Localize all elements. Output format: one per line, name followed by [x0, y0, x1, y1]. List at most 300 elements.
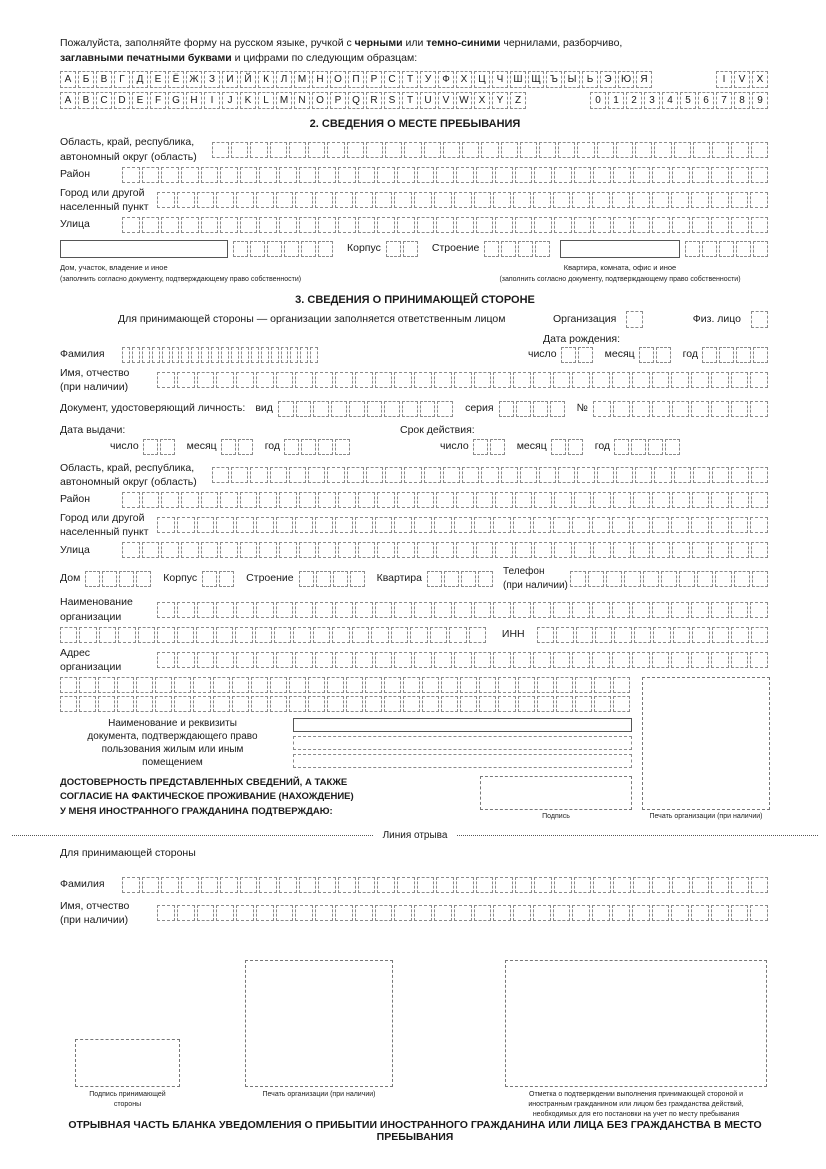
input-cell[interactable]	[256, 905, 274, 921]
input-cell[interactable]	[635, 142, 652, 158]
input-cell[interactable]	[553, 905, 571, 921]
input-cell[interactable]	[554, 217, 572, 233]
input-cell[interactable]	[142, 492, 160, 508]
input-cell[interactable]	[276, 905, 294, 921]
input-cell[interactable]	[558, 467, 575, 483]
input-cell[interactable]	[674, 467, 691, 483]
input-cell[interactable]	[751, 467, 768, 483]
input-cell[interactable]	[679, 571, 695, 587]
input-cell[interactable]	[674, 142, 691, 158]
input-cell[interactable]	[554, 492, 572, 508]
input-cell[interactable]	[235, 627, 252, 643]
input-cell[interactable]	[403, 241, 418, 257]
input-cell[interactable]	[99, 627, 116, 643]
input-cell[interactable]	[692, 167, 710, 183]
input-cell[interactable]	[308, 696, 325, 712]
input-cell[interactable]	[648, 439, 663, 455]
input-cell[interactable]	[196, 627, 213, 643]
input-cell[interactable]	[335, 905, 353, 921]
input-cell[interactable]	[652, 652, 670, 668]
input-cell[interactable]	[711, 192, 729, 208]
input-cell[interactable]	[236, 652, 254, 668]
input-cell[interactable]	[315, 517, 333, 533]
input-cell[interactable]	[197, 372, 215, 388]
input-cell[interactable]	[460, 677, 477, 693]
input-cell[interactable]	[652, 517, 670, 533]
registration-mark-box[interactable]	[505, 960, 767, 1087]
input-cell[interactable]	[318, 877, 336, 893]
input-cell[interactable]	[493, 372, 511, 388]
input-cell[interactable]	[136, 696, 153, 712]
input-cell[interactable]	[577, 142, 594, 158]
input-cell[interactable]	[414, 602, 432, 618]
input-cell[interactable]	[731, 627, 748, 643]
input-cell[interactable]	[366, 142, 383, 158]
input-cell[interactable]	[313, 627, 330, 643]
input-cell[interactable]	[495, 217, 513, 233]
input-cell[interactable]	[499, 401, 514, 417]
input-cell[interactable]	[142, 542, 160, 558]
input-cell[interactable]	[572, 905, 590, 921]
input-cell[interactable]	[437, 401, 453, 417]
input-cell[interactable]	[624, 571, 640, 587]
input-cell[interactable]	[734, 571, 750, 587]
input-cell[interactable]	[652, 905, 670, 921]
input-cell[interactable]	[417, 877, 435, 893]
input-cell[interactable]	[367, 401, 383, 417]
input-cell[interactable]	[270, 677, 287, 693]
input-cell[interactable]	[315, 905, 333, 921]
input-cell[interactable]	[295, 372, 313, 388]
input-cell[interactable]	[632, 401, 650, 417]
input-cell[interactable]	[652, 542, 670, 558]
input-cell[interactable]	[751, 492, 769, 508]
input-cell[interactable]	[255, 627, 272, 643]
input-cell[interactable]	[691, 602, 709, 618]
input-cell[interactable]	[377, 167, 395, 183]
input-cell[interactable]	[201, 542, 219, 558]
input-cell[interactable]	[672, 542, 690, 558]
input-cell[interactable]	[711, 401, 729, 417]
input-cell[interactable]	[533, 602, 551, 618]
input-cell[interactable]	[216, 652, 234, 668]
input-cell[interactable]	[736, 347, 751, 363]
input-cell[interactable]	[256, 517, 274, 533]
input-cell[interactable]	[493, 652, 511, 668]
input-cell[interactable]	[276, 372, 294, 388]
input-cell[interactable]	[513, 517, 531, 533]
input-cell[interactable]	[633, 877, 651, 893]
input-cell[interactable]	[301, 241, 316, 257]
input-cell[interactable]	[161, 217, 179, 233]
input-cell[interactable]	[534, 877, 552, 893]
input-cell[interactable]	[417, 217, 435, 233]
input-cell[interactable]	[375, 372, 393, 388]
input-cell[interactable]	[251, 347, 259, 363]
input-cell[interactable]	[592, 905, 610, 921]
input-cell[interactable]	[397, 167, 415, 183]
input-cell[interactable]	[520, 142, 537, 158]
input-cell[interactable]	[672, 401, 690, 417]
input-cell[interactable]	[493, 602, 511, 618]
input-cell[interactable]	[318, 439, 333, 455]
input-cell[interactable]	[616, 142, 633, 158]
input-cell[interactable]	[653, 627, 670, 643]
input-cell[interactable]	[404, 467, 421, 483]
input-cell[interactable]	[335, 192, 353, 208]
input-cell[interactable]	[355, 372, 373, 388]
input-cell[interactable]	[474, 372, 492, 388]
input-cell[interactable]	[593, 401, 611, 417]
input-cell[interactable]	[436, 492, 454, 508]
input-cell[interactable]	[414, 905, 432, 921]
input-cell[interactable]	[654, 467, 671, 483]
input-cell[interactable]	[632, 905, 650, 921]
input-cell[interactable]	[355, 517, 373, 533]
input-cell[interactable]	[201, 492, 219, 508]
input-cell[interactable]	[556, 627, 573, 643]
input-cell[interactable]	[213, 696, 230, 712]
input-cell[interactable]	[397, 492, 415, 508]
input-cell[interactable]	[417, 492, 435, 508]
input-cell[interactable]	[553, 372, 571, 388]
input-cell[interactable]	[574, 877, 592, 893]
input-cell[interactable]	[289, 467, 306, 483]
input-cell[interactable]	[316, 571, 331, 587]
input-cell[interactable]	[79, 696, 96, 712]
input-cell[interactable]	[614, 627, 631, 643]
input-cell[interactable]	[308, 142, 325, 158]
input-cell[interactable]	[692, 877, 710, 893]
input-cell[interactable]	[270, 696, 287, 712]
input-cell[interactable]	[270, 467, 287, 483]
input-cell[interactable]	[157, 372, 175, 388]
input-cell[interactable]	[501, 241, 516, 257]
input-cell[interactable]	[652, 401, 670, 417]
input-cell[interactable]	[750, 602, 768, 618]
input-cell[interactable]	[613, 877, 631, 893]
input-cell[interactable]	[661, 571, 677, 587]
input-cell[interactable]	[443, 142, 460, 158]
input-cell[interactable]	[490, 439, 505, 455]
input-cell[interactable]	[476, 167, 494, 183]
input-cell[interactable]	[533, 372, 551, 388]
input-cell[interactable]	[533, 517, 551, 533]
input-cell[interactable]	[436, 217, 454, 233]
input-cell[interactable]	[318, 217, 336, 233]
input-cell[interactable]	[240, 217, 258, 233]
input-cell[interactable]	[279, 877, 297, 893]
input-cell[interactable]	[753, 347, 768, 363]
input-cell[interactable]	[299, 542, 317, 558]
input-cell[interactable]	[299, 492, 317, 508]
input-cell[interactable]	[231, 142, 248, 158]
input-cell[interactable]	[578, 347, 593, 363]
input-cell[interactable]	[358, 167, 376, 183]
input-cell[interactable]	[476, 877, 494, 893]
input-cell[interactable]	[403, 696, 420, 712]
input-cell[interactable]	[315, 372, 333, 388]
input-cell[interactable]	[338, 217, 356, 233]
input-cell[interactable]	[454, 602, 472, 618]
input-cell[interactable]	[672, 167, 690, 183]
input-cell[interactable]	[436, 167, 454, 183]
usage-doc-input-1[interactable]	[293, 718, 632, 732]
input-cell[interactable]	[315, 602, 333, 618]
input-cell[interactable]	[296, 401, 312, 417]
input-cell[interactable]	[403, 677, 420, 693]
input-cell[interactable]	[572, 517, 590, 533]
input-cell[interactable]	[461, 571, 476, 587]
input-cell[interactable]	[495, 877, 513, 893]
input-cell[interactable]	[155, 696, 172, 712]
input-cell[interactable]	[460, 696, 477, 712]
input-cell[interactable]	[310, 347, 318, 363]
input-cell[interactable]	[592, 192, 610, 208]
input-cell[interactable]	[554, 542, 572, 558]
input-cell[interactable]	[259, 542, 277, 558]
input-cell[interactable]	[122, 167, 140, 183]
input-cell[interactable]	[231, 467, 248, 483]
input-cell[interactable]	[295, 602, 313, 618]
input-cell[interactable]	[236, 905, 254, 921]
input-cell[interactable]	[211, 347, 219, 363]
input-cell[interactable]	[231, 347, 239, 363]
input-cell[interactable]	[731, 542, 749, 558]
input-cell[interactable]	[498, 696, 515, 712]
input-cell[interactable]	[221, 439, 236, 455]
input-cell[interactable]	[161, 492, 179, 508]
input-cell[interactable]	[394, 602, 412, 618]
input-cell[interactable]	[539, 467, 556, 483]
input-cell[interactable]	[481, 467, 498, 483]
input-cell[interactable]	[377, 877, 395, 893]
input-cell[interactable]	[672, 877, 690, 893]
input-cell[interactable]	[181, 167, 199, 183]
input-cell[interactable]	[236, 192, 254, 208]
input-cell[interactable]	[592, 372, 610, 388]
input-cell[interactable]	[594, 696, 611, 712]
input-cell[interactable]	[377, 492, 395, 508]
input-cell[interactable]	[414, 652, 432, 668]
input-cell[interactable]	[216, 372, 234, 388]
input-cell[interactable]	[712, 467, 729, 483]
input-cell[interactable]	[394, 517, 412, 533]
input-cell[interactable]	[434, 372, 452, 388]
input-cell[interactable]	[750, 192, 768, 208]
input-cell[interactable]	[281, 347, 289, 363]
org-stamp-box[interactable]	[642, 677, 770, 810]
input-cell[interactable]	[299, 877, 317, 893]
input-cell[interactable]	[449, 627, 466, 643]
input-cell[interactable]	[240, 492, 258, 508]
input-cell[interactable]	[335, 602, 353, 618]
input-cell[interactable]	[161, 877, 179, 893]
input-cell[interactable]	[633, 167, 651, 183]
input-cell[interactable]	[692, 217, 710, 233]
input-cell[interactable]	[177, 517, 195, 533]
input-cell[interactable]	[572, 652, 590, 668]
input-cell[interactable]	[469, 627, 486, 643]
input-cell[interactable]	[751, 142, 768, 158]
input-cell[interactable]	[711, 542, 729, 558]
input-cell[interactable]	[671, 372, 689, 388]
input-cell[interactable]	[635, 467, 652, 483]
input-cell[interactable]	[454, 652, 472, 668]
input-cell[interactable]	[160, 439, 175, 455]
input-cell[interactable]	[462, 467, 479, 483]
input-cell[interactable]	[613, 217, 631, 233]
input-cell[interactable]	[570, 571, 586, 587]
input-cell[interactable]	[79, 677, 96, 693]
input-cell[interactable]	[613, 401, 631, 417]
input-cell[interactable]	[652, 877, 670, 893]
input-cell[interactable]	[193, 696, 210, 712]
input-cell[interactable]	[731, 905, 749, 921]
input-cell[interactable]	[355, 905, 373, 921]
input-cell[interactable]	[561, 347, 576, 363]
input-cell[interactable]	[430, 627, 447, 643]
input-cell[interactable]	[518, 677, 535, 693]
input-cell[interactable]	[576, 627, 593, 643]
input-cell[interactable]	[533, 401, 548, 417]
input-cell[interactable]	[212, 467, 229, 483]
input-cell[interactable]	[177, 602, 195, 618]
input-cell[interactable]	[98, 696, 115, 712]
input-cell[interactable]	[256, 602, 274, 618]
usage-doc-input-3[interactable]	[293, 754, 632, 768]
input-cell[interactable]	[691, 905, 709, 921]
input-cell[interactable]	[513, 905, 531, 921]
input-cell[interactable]	[157, 517, 175, 533]
input-cell[interactable]	[318, 241, 333, 257]
input-cell[interactable]	[295, 192, 313, 208]
input-cell[interactable]	[593, 217, 611, 233]
input-cell[interactable]	[157, 602, 175, 618]
input-cell[interactable]	[712, 627, 729, 643]
input-cell[interactable]	[366, 467, 383, 483]
input-cell[interactable]	[410, 627, 427, 643]
input-cell[interactable]	[142, 167, 160, 183]
input-cell[interactable]	[533, 905, 551, 921]
input-cell[interactable]	[606, 571, 622, 587]
input-cell[interactable]	[711, 372, 729, 388]
organization-checkbox[interactable]	[626, 311, 643, 328]
input-cell[interactable]	[358, 492, 376, 508]
input-cell[interactable]	[632, 517, 650, 533]
input-cell[interactable]	[60, 677, 77, 693]
input-cell[interactable]	[335, 439, 350, 455]
input-cell[interactable]	[731, 517, 749, 533]
input-cell[interactable]	[177, 652, 195, 668]
input-cell[interactable]	[691, 517, 709, 533]
input-cell[interactable]	[358, 217, 376, 233]
input-cell[interactable]	[427, 571, 442, 587]
input-cell[interactable]	[289, 142, 306, 158]
input-cell[interactable]	[711, 652, 729, 668]
input-cell[interactable]	[352, 627, 369, 643]
input-cell[interactable]	[161, 167, 179, 183]
input-cell[interactable]	[588, 571, 604, 587]
input-cell[interactable]	[327, 467, 344, 483]
input-cell[interactable]	[632, 652, 650, 668]
input-cell[interactable]	[515, 492, 533, 508]
input-cell[interactable]	[474, 517, 492, 533]
input-cell[interactable]	[612, 905, 630, 921]
input-cell[interactable]	[136, 677, 153, 693]
input-cell[interactable]	[702, 347, 717, 363]
input-cell[interactable]	[474, 192, 492, 208]
input-cell[interactable]	[172, 347, 180, 363]
input-cell[interactable]	[673, 627, 690, 643]
input-cell[interactable]	[335, 652, 353, 668]
input-cell[interactable]	[456, 542, 474, 558]
input-cell[interactable]	[216, 602, 234, 618]
input-cell[interactable]	[157, 192, 175, 208]
input-cell[interactable]	[318, 542, 336, 558]
input-cell[interactable]	[216, 627, 233, 643]
input-cell[interactable]	[251, 696, 268, 712]
input-cell[interactable]	[643, 571, 659, 587]
input-cell[interactable]	[402, 401, 418, 417]
input-cell[interactable]	[220, 492, 238, 508]
input-cell[interactable]	[315, 652, 333, 668]
input-cell[interactable]	[315, 192, 333, 208]
input-cell[interactable]	[349, 401, 365, 417]
input-cell[interactable]	[417, 167, 435, 183]
input-cell[interactable]	[333, 571, 348, 587]
input-cell[interactable]	[574, 492, 592, 508]
input-cell[interactable]	[338, 167, 356, 183]
input-cell[interactable]	[474, 602, 492, 618]
input-cell[interactable]	[132, 347, 140, 363]
input-cell[interactable]	[719, 241, 734, 257]
input-cell[interactable]	[271, 347, 279, 363]
input-cell[interactable]	[118, 627, 135, 643]
input-cell[interactable]	[177, 905, 195, 921]
input-cell[interactable]	[750, 652, 768, 668]
input-cell[interactable]	[220, 877, 238, 893]
input-cell[interactable]	[417, 542, 435, 558]
input-cell[interactable]	[513, 652, 531, 668]
input-cell[interactable]	[441, 696, 458, 712]
input-cell[interactable]	[539, 142, 556, 158]
input-cell[interactable]	[117, 696, 134, 712]
input-cell[interactable]	[293, 627, 310, 643]
input-cell[interactable]	[422, 677, 439, 693]
input-cell[interactable]	[513, 192, 531, 208]
input-cell[interactable]	[592, 602, 610, 618]
input-cell[interactable]	[117, 677, 134, 693]
input-cell[interactable]	[385, 467, 402, 483]
input-cell[interactable]	[119, 571, 134, 587]
input-cell[interactable]	[279, 217, 297, 233]
input-cell[interactable]	[346, 677, 363, 693]
input-cell[interactable]	[556, 677, 573, 693]
input-cell[interactable]	[232, 677, 249, 693]
input-cell[interactable]	[484, 241, 499, 257]
input-cell[interactable]	[612, 652, 630, 668]
input-cell[interactable]	[454, 905, 472, 921]
input-cell[interactable]	[692, 627, 709, 643]
input-cell[interactable]	[122, 492, 140, 508]
input-cell[interactable]	[201, 167, 219, 183]
input-cell[interactable]	[386, 241, 401, 257]
input-cell[interactable]	[515, 217, 533, 233]
input-cell[interactable]	[550, 401, 565, 417]
input-cell[interactable]	[711, 492, 729, 508]
input-cell[interactable]	[284, 241, 299, 257]
